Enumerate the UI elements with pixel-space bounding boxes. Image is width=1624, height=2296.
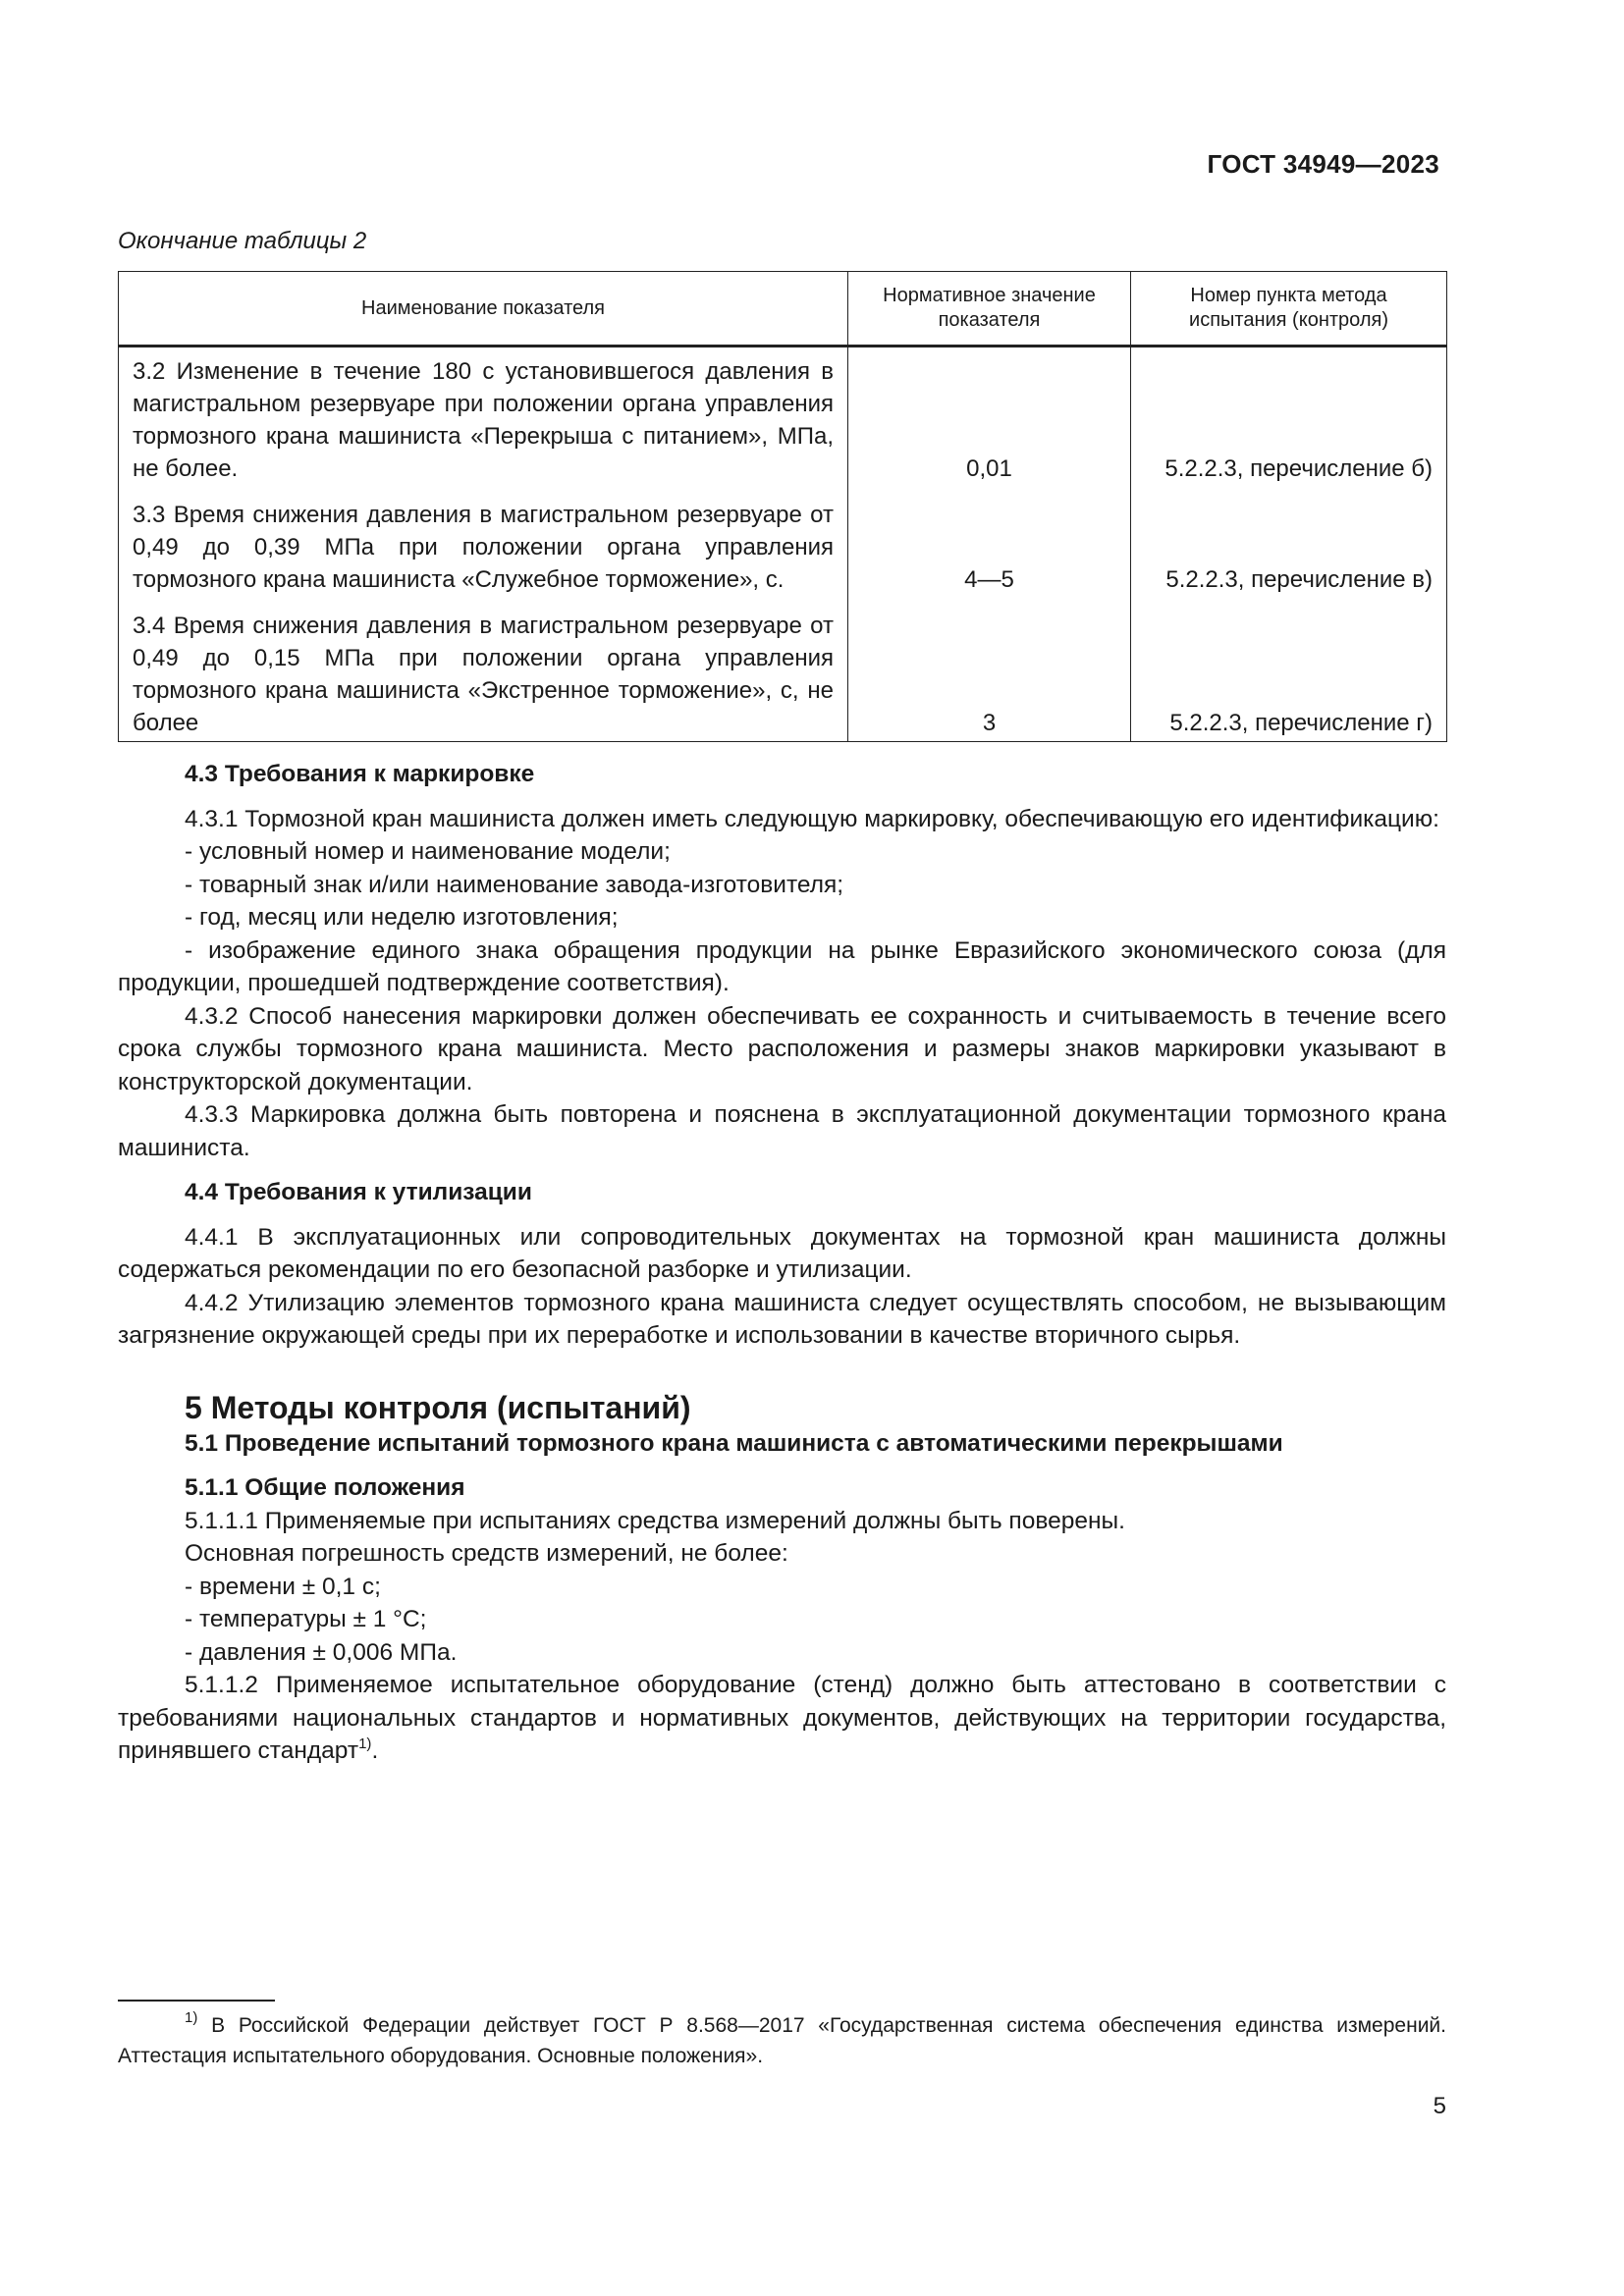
- footnote-reference[interactable]: 1): [358, 1735, 372, 1752]
- column-header-method: Номер пункта метода испытания (контроля): [1131, 272, 1447, 347]
- table-caption: Окончание таблицы 2: [118, 228, 367, 254]
- footnote-marker: 1): [185, 2009, 198, 2026]
- indicator-value: 0,01: [848, 347, 1131, 500]
- page-number: 5: [1433, 2093, 1446, 2119]
- indicator-value: 4—5: [848, 499, 1131, 610]
- paragraph-5-1-1-1: 5.1.1.1 Применяемые при испытаниях средства измерений должны быть поверены.: [185, 1507, 1125, 1534]
- section-5-title: 5 Методы контроля (испытаний): [185, 1389, 691, 1425]
- indicator-name: 3.2 Изменение в течение 180 с установившегося давления в магистральном резервуаре при положении органа управления тормозного крана машиниста «Перекрыша с питанием», МПа, не более.: [119, 347, 848, 500]
- paragraph-5-1-1-2-text: 5.1.1.2 Применяемое испытательное оборудование (стенд) должно быть аттестовано в соответствии с требованиями национальных стандартов и нормативных документов, действующих на территории государства, принявшего стандарт: [118, 1672, 1446, 1764]
- indicator-name: 3.3 Время снижения давления в магистральном резервуаре от 0,49 до 0,39 МПа при положении органа управления тормозного крана машиниста «Служебное торможение», с.: [119, 499, 848, 610]
- specification-table: [118, 271, 1447, 742]
- list-item: - условный номер и наименование модели;: [185, 838, 671, 865]
- list-item: - времени ± 0,1 с;: [185, 1573, 381, 1600]
- list-item: - товарный знак и/или наименование завода-изготовителя;: [185, 871, 844, 898]
- paragraph-5-1-1-2: [118, 1669, 1446, 1768]
- paragraph-accuracy-intro: Основная погрешность средств измерений, не более:: [185, 1540, 788, 1567]
- method-reference: 5.2.2.3, перечисление г): [1131, 610, 1447, 742]
- table-row: [119, 347, 1447, 500]
- footnote-text: В Российской Федерации действует ГОСТ Р 8.568—2017 «Государственная система обеспечения единства измерений. Аттестация испытательного оборудования. Основные положения».: [118, 2014, 1446, 2067]
- paragraph-4-4-2: 4.4.2 Утилизацию элементов тормозного крана машиниста следует осуществлять способом, не вызывающим загрязнение окружающей среды при их переработке и использовании в качестве вторичного сырья.: [118, 1289, 1446, 1349]
- document-body: [118, 758, 1446, 1768]
- paragraph-4-3-1: 4.3.1 Тормозной кран машиниста должен иметь следующую маркировку, обеспечивающую его идентификацию:: [185, 805, 1439, 832]
- list-item: - год, месяц или неделю изготовления;: [185, 904, 619, 931]
- method-reference: 5.2.2.3, перечисление б): [1131, 347, 1447, 500]
- document-header: ГОСТ 34949—2023: [1207, 149, 1439, 179]
- method-reference: 5.2.2.3, перечисление в): [1131, 499, 1447, 610]
- indicator-value: 3: [848, 610, 1131, 742]
- indicator-name: 3.4 Время снижения давления в магистральном резервуаре от 0,49 до 0,15 МПа при положении органа управления тормозного крана машиниста «Экстренное торможение», с, не более: [119, 610, 848, 742]
- paragraph-4-3-3: 4.3.3 Маркировка должна быть повторена и пояснена в эксплуатационной документации тормозного крана машиниста.: [118, 1101, 1446, 1161]
- table-header-row: [119, 272, 1447, 347]
- column-header-value: Нормативное значение показателя: [848, 272, 1131, 347]
- footnote-divider: [118, 2000, 275, 2002]
- table-row: [119, 499, 1447, 610]
- section-5-1-title: 5.1 Проведение испытаний тормозного крана машиниста с автоматическими перекрышами: [185, 1429, 1283, 1457]
- paragraph-4-3-2: 4.3.2 Способ нанесения маркировки должен обеспечивать ее сохранность и считываемость в течение всего срока службы тормозного крана машиниста. Место расположения и размеры знаков маркировки указывают в конструкторской документации.: [118, 1002, 1446, 1095]
- list-item: - давления ± 0,006 МПа.: [185, 1638, 458, 1666]
- footnote: [118, 2010, 1446, 2071]
- column-header-indicator: Наименование показателя: [119, 272, 848, 347]
- section-4-4-title: 4.4 Требования к утилизации: [185, 1179, 532, 1205]
- list-item: - изображение единого знака обращения продукции на рынке Евразийского экономического союза (для продукции, прошедшей подтверждение соответствия).: [118, 936, 1446, 996]
- paragraph-end-period: .: [371, 1737, 379, 1764]
- section-4-3-title: 4.3 Требования к маркировке: [185, 761, 535, 787]
- section-5-1-1-title: 5.1.1 Общие положения: [185, 1474, 465, 1501]
- table-row: [119, 610, 1447, 742]
- list-item: - температуры ± 1 °С;: [185, 1606, 427, 1632]
- paragraph-4-4-1: 4.4.1 В эксплуатационных или сопроводительных документах на тормозной кран машиниста должны содержаться рекомендации по его безопасной разборке и утилизации.: [118, 1223, 1446, 1283]
